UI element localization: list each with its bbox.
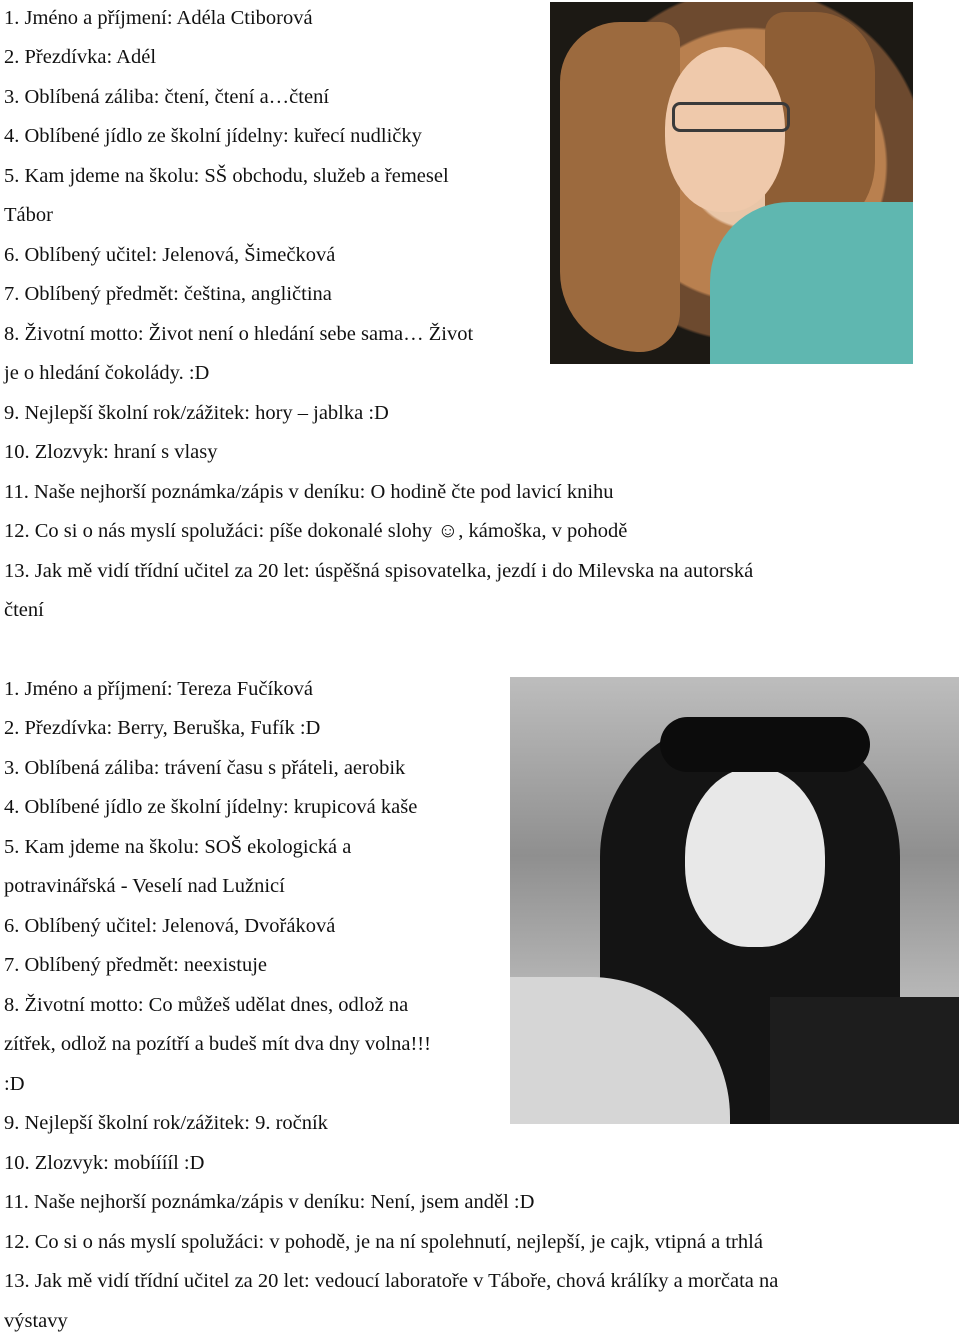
photo-hair-left: [560, 22, 680, 352]
profile-2-line: 9. Nejlepší školní rok/zážitek: 9. ročník: [4, 1112, 328, 1134]
profile-2-line: 2. Přezdívka: Berry, Beruška, Fufík :D: [4, 717, 321, 739]
profile-2-line: 6. Oblíbený učitel: Jelenová, Dvořáková: [4, 915, 336, 937]
profile-2-line: 5. Kam jdeme na školu: SOŠ ekologická a: [4, 836, 352, 858]
profile-1-line: Tábor: [4, 204, 53, 226]
profile-2-line: 3. Oblíbená záliba: trávení času s přáteli, aerobik: [4, 757, 406, 779]
profile-1-line: 9. Nejlepší školní rok/zážitek: hory – jablka :D: [4, 402, 389, 424]
profile-2-line: potravinářská - Veselí nad Lužnicí: [4, 875, 285, 897]
profile-2-line: 13. Jak mě vidí třídní učitel za 20 let: vedoucí laboratoře v Táboře, chová králíky a morčata na: [4, 1270, 779, 1292]
profile-1-line: 1. Jméno a příjmení: Adéla Ctiborová: [4, 7, 313, 29]
profile-2-line: výstavy: [4, 1310, 68, 1332]
profile-2-line: 4. Oblíbené jídlo ze školní jídelny: krupicová kaše: [4, 796, 418, 818]
profile-1-photo: [550, 2, 913, 364]
profile-1-line: 6. Oblíbený učitel: Jelenová, Šimečková: [4, 244, 336, 266]
profile-2-line: 11. Naše nejhorší poznámka/zápis v deníku: Není, jsem anděl :D: [4, 1191, 535, 1213]
profile-2-line: :D: [4, 1073, 25, 1095]
profile-2-line: 12. Co si o nás myslí spolužáci: v pohodě, je na ní spolehnutí, nejlepší, je cajk, vtipná a trhlá: [4, 1231, 763, 1253]
profile-1-line: 2. Přezdívka: Adél: [4, 46, 157, 68]
profile-1-line: 8. Životní motto: Život není o hledání sebe sama… Život: [4, 323, 474, 345]
photo-glasses: [672, 102, 790, 132]
photo-top: [770, 997, 959, 1124]
photo-sunglasses: [660, 717, 870, 772]
profile-1-line: 11. Naše nejhorší poznámka/zápis v deníku: O hodině čte pod lavicí knihu: [4, 481, 614, 503]
photo-face: [685, 767, 825, 947]
profile-1-line: 5. Kam jdeme na školu: SŠ obchodu, služeb a řemesel: [4, 165, 449, 187]
profile-1-line: čtení: [4, 599, 44, 621]
profile-2-line: 8. Životní motto: Co můžeš udělat dnes, odlož na: [4, 994, 409, 1016]
profile-1-line: 4. Oblíbené jídlo ze školní jídelny: kuřecí nudličky: [4, 125, 422, 147]
profile-1-line: 13. Jak mě vidí třídní učitel za 20 let: úspěšná spisovatelka, jezdí i do Milevska na autorská: [4, 560, 754, 582]
photo-shirt: [710, 202, 913, 364]
profile-2-photo: [510, 677, 959, 1124]
profile-2-line: 10. Zlozvyk: mobííííl :D: [4, 1152, 205, 1174]
profile-1-line: 10. Zlozvyk: hraní s vlasy: [4, 441, 218, 463]
profile-2-line: 1. Jméno a příjmení: Tereza Fučíková: [4, 678, 314, 700]
profile-1-line: 7. Oblíbený předmět: čeština, angličtina: [4, 283, 332, 305]
profile-1-line: 12. Co si o nás myslí spolužáci: píše dokonalé slohy ☺, kámoška, v pohodě: [4, 520, 628, 542]
profile-2-line: zítřek, odlož na pozítří a budeš mít dva dny volna!!!: [4, 1033, 431, 1055]
profile-1-line: 3. Oblíbená záliba: čtení, čtení a…čtení: [4, 86, 330, 108]
profile-1-line: je o hledání čokolády. :D: [4, 362, 210, 384]
profile-2-line: 7. Oblíbený předmět: neexistuje: [4, 954, 268, 976]
